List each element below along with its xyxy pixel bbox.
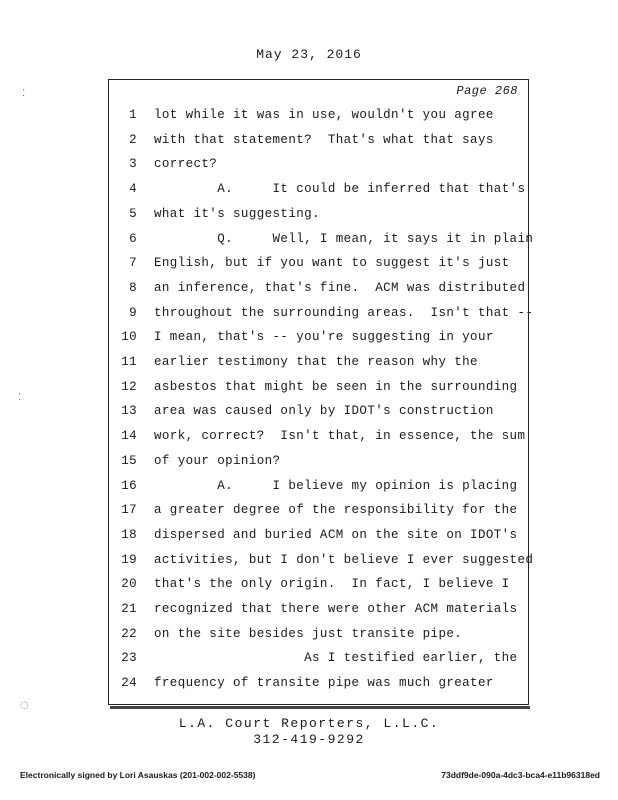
transcript-line xyxy=(109,281,528,305)
transcript-line xyxy=(109,627,528,651)
transcript-line xyxy=(109,676,528,700)
line-number: 6 xyxy=(129,231,137,246)
transcript-line xyxy=(109,380,528,404)
transcript-line xyxy=(109,503,528,527)
line-text: earlier testimony that the reason why the xyxy=(154,355,478,369)
line-text: work, correct? Isn't that, in essence, the sum xyxy=(154,429,526,444)
line-number: 11 xyxy=(121,355,137,369)
line-number: 18 xyxy=(121,527,137,542)
line-text: of your opinion? xyxy=(154,453,281,468)
line-number: 14 xyxy=(121,429,137,444)
line-text: correct? xyxy=(154,157,218,172)
transcript-line xyxy=(109,207,528,231)
line-text: that's the only origin. In fact, I believe I xyxy=(154,577,510,592)
line-text: area was caused only by IDOT's construction xyxy=(154,404,494,419)
signature-left: Electronically signed by Lori Asauskas (201-002-002-5538) xyxy=(20,770,256,780)
line-text: Q. Well, I mean, it says it in plain xyxy=(154,231,534,246)
line-text: A. I believe my opinion is placing xyxy=(154,478,518,493)
line-number: 19 xyxy=(121,552,137,567)
transcript-line xyxy=(109,133,528,157)
signature-right: 73ddf9de-090a-4dc3-bca4-e11b96318ed xyxy=(441,770,600,780)
line-number: 4 xyxy=(129,182,137,197)
line-text: lot while it was in use, wouldn't you agree xyxy=(154,108,494,122)
transcript-line xyxy=(109,651,528,675)
line-number: 1 xyxy=(129,108,137,122)
line-text: A. It could be inferred that that's xyxy=(154,182,526,197)
line-text: throughout the surrounding areas. Isn't that -- xyxy=(154,305,534,320)
line-number: 7 xyxy=(129,256,137,271)
transcript-line xyxy=(109,479,528,503)
line-text: I mean, that's -- you're suggesting in your xyxy=(154,330,494,345)
line-text: asbestos that might be seen in the surrounding xyxy=(154,379,518,394)
line-text: As I testified earlier, the xyxy=(154,651,518,666)
line-text: recognized that there were other ACM materials xyxy=(154,602,518,616)
scan-speck-icon: ⁚ xyxy=(22,88,26,99)
transcript-line xyxy=(109,355,528,379)
line-number: 5 xyxy=(129,206,137,221)
page-number: Page 268 xyxy=(456,84,518,98)
line-number: 20 xyxy=(121,577,137,592)
transcript-line xyxy=(109,256,528,280)
line-number: 16 xyxy=(121,478,137,493)
transcript-line xyxy=(109,577,528,601)
line-number: 21 xyxy=(121,602,137,616)
transcript-line xyxy=(109,108,528,132)
line-text: dispersed and buried ACM on the site on IDOT's xyxy=(154,527,518,542)
transcript-line xyxy=(109,602,528,626)
transcript-line xyxy=(109,182,528,206)
transcript-frame xyxy=(108,79,534,705)
line-text: with that statement? That's what that says xyxy=(154,132,494,147)
line-text: what it's suggesting. xyxy=(154,206,320,221)
line-number: 9 xyxy=(129,305,137,320)
transcript-line xyxy=(109,528,528,552)
transcript-line xyxy=(109,404,528,428)
transcript-line xyxy=(109,305,534,330)
line-number: 3 xyxy=(129,157,137,172)
scan-speck-icon: ◌ xyxy=(20,700,29,711)
transcript-line xyxy=(109,429,528,453)
line-number: 10 xyxy=(121,330,137,345)
line-number: 22 xyxy=(121,626,137,641)
line-number: 15 xyxy=(121,453,137,468)
transcript-line xyxy=(109,552,534,577)
line-text: frequency of transite pipe was much greater xyxy=(154,676,494,691)
transcript-line xyxy=(109,454,528,478)
line-number: 24 xyxy=(121,676,137,691)
transcript-line xyxy=(109,330,528,354)
line-text: an inference, that's fine. ACM was distributed xyxy=(154,280,526,295)
line-number: 13 xyxy=(121,404,137,419)
line-text: on the site besides just transite pipe. xyxy=(154,626,463,641)
line-number: 23 xyxy=(121,651,137,666)
line-number: 2 xyxy=(129,132,137,147)
transcript-line xyxy=(109,157,528,181)
line-number: 12 xyxy=(121,379,137,394)
line-number: 17 xyxy=(121,503,137,518)
line-text: a greater degree of the responsibility for the xyxy=(154,503,518,518)
line-text: English, but if you want to suggest it's just xyxy=(154,256,510,271)
footer-company: L.A. Court Reporters, L.L.C. xyxy=(178,716,440,731)
header-date: May 23, 2016 xyxy=(256,47,362,62)
line-number: 8 xyxy=(129,280,137,295)
scan-speck-icon: ⁚ xyxy=(18,392,22,403)
line-text: activities, but I don't believe I ever suggested xyxy=(154,552,534,567)
transcript-line xyxy=(109,231,534,256)
footer-phone: 312-419-9292 xyxy=(253,732,365,747)
frame-shadow xyxy=(110,706,530,709)
